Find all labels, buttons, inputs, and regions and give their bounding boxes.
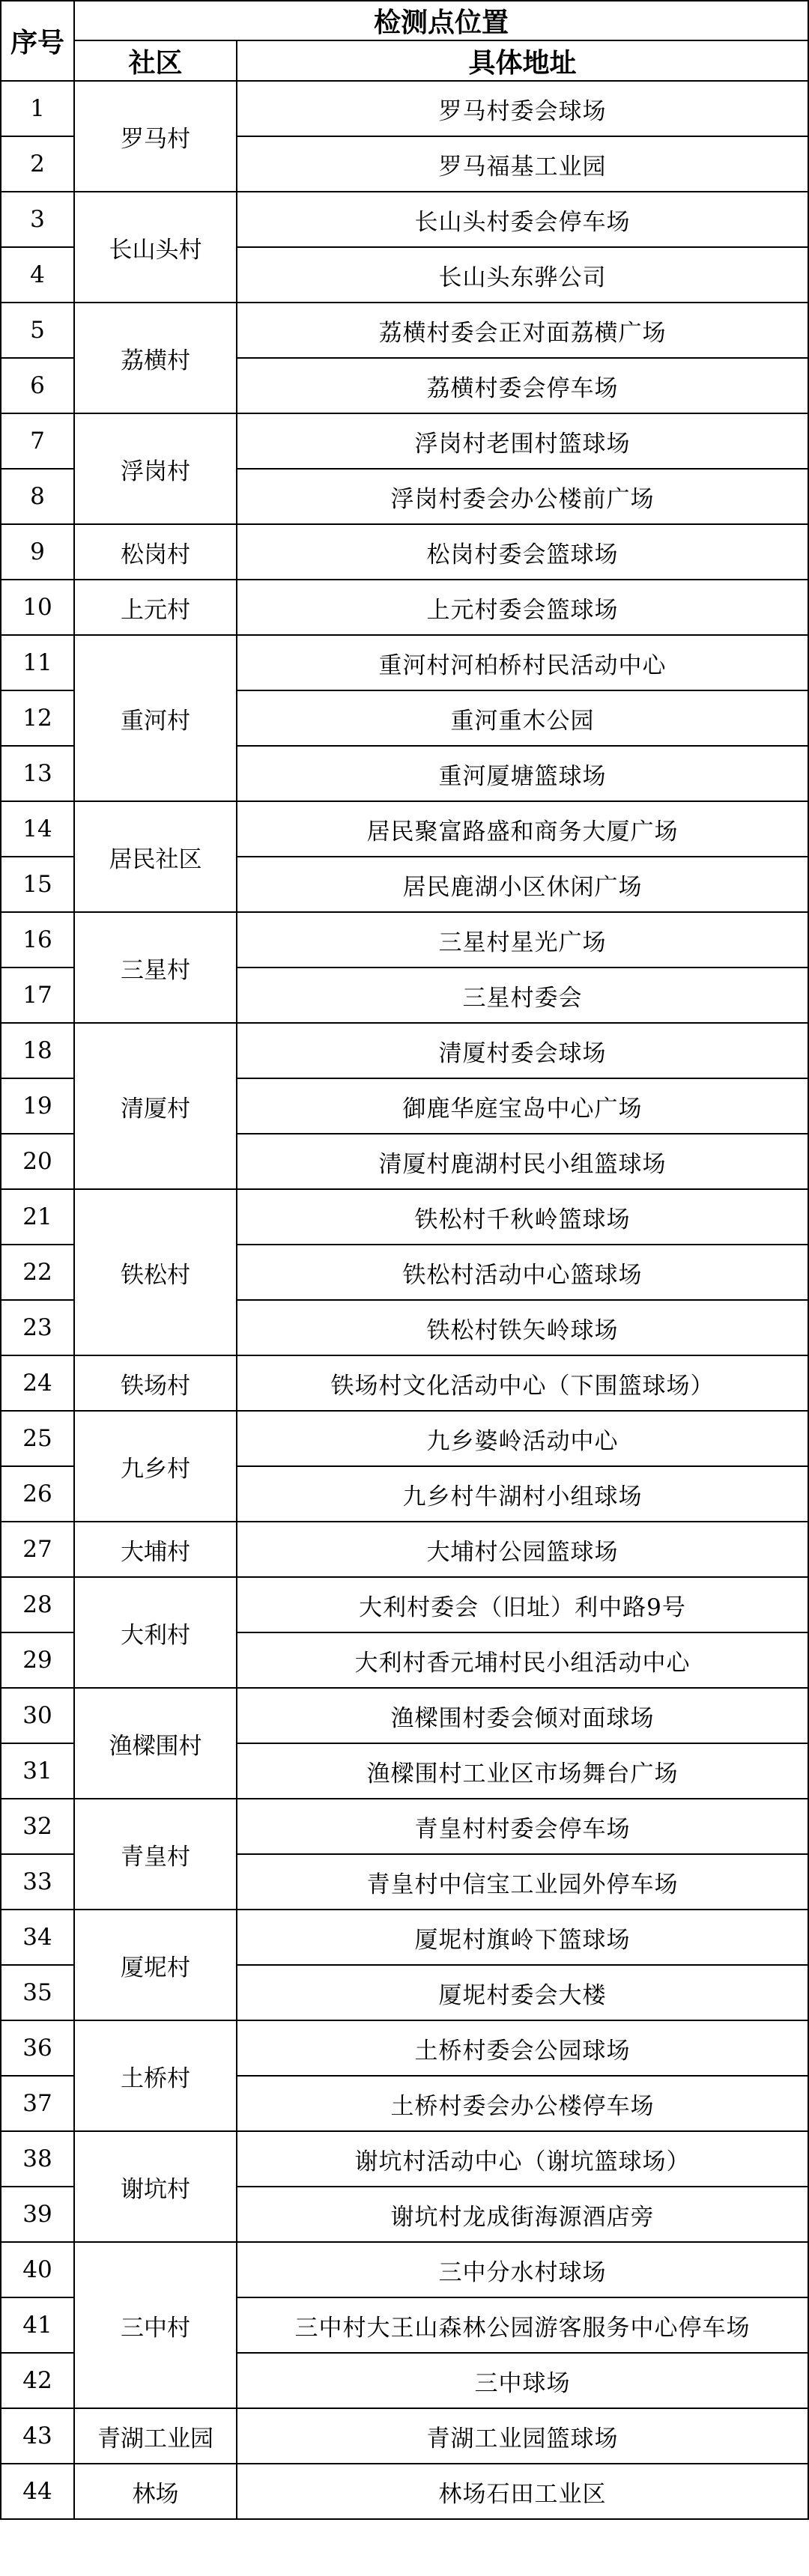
address-cell: 大利村香元埔村民小组活动中心 <box>237 1632 808 1688</box>
row-number: 27 <box>1 1522 74 1577</box>
address-cell: 土桥村委会办公楼停车场 <box>237 2076 808 2131</box>
header-seq: 序号 <box>1 1 74 81</box>
row-number: 24 <box>1 1355 74 1411</box>
table-row <box>1 1411 808 1466</box>
row-number: 7 <box>1 413 74 469</box>
row-number: 32 <box>1 1799 74 1854</box>
address-cell: 三中球场 <box>237 2353 808 2408</box>
community-cell: 松岗村 <box>74 524 237 580</box>
community-cell: 重河村 <box>74 635 237 801</box>
row-number: 2 <box>1 136 74 192</box>
address-cell: 渔樑围村委会倾对面球场 <box>237 1688 808 1743</box>
community-cell: 三中村 <box>74 2242 237 2408</box>
table-row <box>1 1688 808 1743</box>
address-cell: 重河村河柏桥村民活动中心 <box>237 635 808 690</box>
address-cell: 厦坭村委会大楼 <box>237 1965 808 2020</box>
row-number: 5 <box>1 303 74 358</box>
row-number: 4 <box>1 247 74 303</box>
table-row <box>1 801 808 857</box>
address-cell: 大埔村公园篮球场 <box>237 1522 808 1577</box>
row-number: 3 <box>1 192 74 247</box>
address-cell: 重河厦塘篮球场 <box>237 746 808 801</box>
row-number: 23 <box>1 1300 74 1355</box>
row-number: 33 <box>1 1854 74 1910</box>
address-cell: 重河重木公园 <box>237 690 808 746</box>
community-cell: 长山头村 <box>74 192 237 303</box>
row-number: 22 <box>1 1245 74 1300</box>
community-cell: 林场 <box>74 2464 237 2519</box>
address-cell: 罗马福基工业园 <box>237 136 808 192</box>
table-row <box>1 524 808 580</box>
row-number: 43 <box>1 2408 74 2464</box>
address-cell: 上元村委会篮球场 <box>237 580 808 635</box>
address-cell: 居民聚富路盛和商务大厦广场 <box>237 801 808 857</box>
address-cell: 罗马村委会球场 <box>237 81 808 136</box>
row-number: 14 <box>1 801 74 857</box>
address-cell: 厦坭村旗岭下篮球场 <box>237 1910 808 1965</box>
address-cell: 御鹿华庭宝岛中心广场 <box>237 1078 808 1134</box>
row-number: 6 <box>1 358 74 413</box>
address-cell: 荔横村委会正对面荔横广场 <box>237 303 808 358</box>
address-cell: 浮岗村老围村篮球场 <box>237 413 808 469</box>
table-row <box>1 2464 808 2519</box>
header-community: 社区 <box>74 40 237 81</box>
table-row <box>1 1189 808 1245</box>
address-cell: 谢坑村活动中心（谢坑篮球场） <box>237 2131 808 2187</box>
row-number: 35 <box>1 1965 74 2020</box>
row-number: 13 <box>1 746 74 801</box>
address-cell: 九乡婆岭活动中心 <box>237 1411 808 1466</box>
address-cell: 长山头东骅公司 <box>237 247 808 303</box>
row-number: 11 <box>1 635 74 690</box>
address-cell: 铁场村文化活动中心（下围篮球场） <box>237 1355 808 1411</box>
table-row <box>1 635 808 690</box>
address-cell: 大利村委会（旧址）利中路9号 <box>237 1577 808 1632</box>
address-cell: 九乡村牛湖村小组球场 <box>237 1466 808 1522</box>
row-number: 9 <box>1 524 74 580</box>
row-number: 26 <box>1 1466 74 1522</box>
table-row <box>1 1522 808 1577</box>
row-number: 25 <box>1 1411 74 1466</box>
row-number: 15 <box>1 857 74 912</box>
row-number: 30 <box>1 1688 74 1743</box>
community-cell: 青湖工业园 <box>74 2408 237 2464</box>
community-cell: 上元村 <box>74 580 237 635</box>
address-cell: 林场石田工业区 <box>237 2464 808 2519</box>
address-cell: 青皇村村委会停车场 <box>237 1799 808 1854</box>
row-number: 12 <box>1 690 74 746</box>
row-number: 29 <box>1 1632 74 1688</box>
row-number: 20 <box>1 1134 74 1189</box>
community-cell: 大利村 <box>74 1577 237 1688</box>
row-number: 8 <box>1 469 74 524</box>
address-cell: 松岗村委会篮球场 <box>237 524 808 580</box>
community-cell: 厦坭村 <box>74 1910 237 2020</box>
row-number: 38 <box>1 2131 74 2187</box>
table-row <box>1 1577 808 1632</box>
header-address: 具体地址 <box>237 40 808 81</box>
community-cell: 九乡村 <box>74 1411 237 1522</box>
table-row <box>1 2131 808 2187</box>
community-cell: 荔横村 <box>74 303 237 413</box>
row-number: 41 <box>1 2297 74 2353</box>
address-cell: 土桥村委会公园球场 <box>237 2020 808 2076</box>
table-row <box>1 1910 808 1965</box>
row-number: 44 <box>1 2464 74 2519</box>
community-cell: 清厦村 <box>74 1023 237 1189</box>
table-row <box>1 303 808 358</box>
address-cell: 三中分水村球场 <box>237 2242 808 2297</box>
table-row <box>1 1023 808 1078</box>
community-cell: 三星村 <box>74 912 237 1023</box>
community-cell: 铁松村 <box>74 1189 237 1355</box>
row-number: 17 <box>1 967 74 1023</box>
table-row <box>1 2408 808 2464</box>
table-body <box>1 81 808 2519</box>
address-cell: 清厦村委会球场 <box>237 1023 808 1078</box>
row-number: 42 <box>1 2353 74 2408</box>
row-number: 1 <box>1 81 74 136</box>
address-cell: 三星村委会 <box>237 967 808 1023</box>
community-cell: 土桥村 <box>74 2020 237 2131</box>
table-row <box>1 192 808 247</box>
row-number: 19 <box>1 1078 74 1134</box>
community-cell: 渔樑围村 <box>74 1688 237 1799</box>
address-cell: 铁松村千秋岭篮球场 <box>237 1189 808 1245</box>
header-location: 检测点位置 <box>74 1 808 40</box>
address-cell: 居民鹿湖小区休闲广场 <box>237 857 808 912</box>
table-row <box>1 81 808 136</box>
row-number: 28 <box>1 1577 74 1632</box>
community-cell: 铁场村 <box>74 1355 237 1411</box>
address-cell: 渔樑围村工业区市场舞台广场 <box>237 1743 808 1799</box>
table-row <box>1 912 808 967</box>
address-cell: 清厦村鹿湖村民小组篮球场 <box>237 1134 808 1189</box>
community-cell: 大埔村 <box>74 1522 237 1577</box>
community-cell: 谢坑村 <box>74 2131 237 2242</box>
row-number: 40 <box>1 2242 74 2297</box>
table-row <box>1 1355 808 1411</box>
table-row <box>1 1799 808 1854</box>
row-number: 10 <box>1 580 74 635</box>
row-number: 34 <box>1 1910 74 1965</box>
table-row <box>1 413 808 469</box>
address-cell: 青皇村中信宝工业园外停车场 <box>237 1854 808 1910</box>
row-number: 36 <box>1 2020 74 2076</box>
address-cell: 谢坑村龙成街海源酒店旁 <box>237 2187 808 2242</box>
address-cell: 三中村大王山森林公园游客服务中心停车场 <box>237 2297 808 2353</box>
table-row <box>1 2020 808 2076</box>
address-cell: 青湖工业园篮球场 <box>237 2408 808 2464</box>
table-row <box>1 580 808 635</box>
row-number: 31 <box>1 1743 74 1799</box>
row-number: 16 <box>1 912 74 967</box>
address-cell: 铁松村活动中心篮球场 <box>237 1245 808 1300</box>
table-row <box>1 2242 808 2297</box>
address-cell: 长山头村委会停车场 <box>237 192 808 247</box>
community-cell: 青皇村 <box>74 1799 237 1910</box>
row-number: 39 <box>1 2187 74 2242</box>
row-number: 18 <box>1 1023 74 1078</box>
community-cell: 浮岗村 <box>74 413 237 524</box>
row-number: 37 <box>1 2076 74 2131</box>
community-cell: 居民社区 <box>74 801 237 912</box>
address-cell: 荔横村委会停车场 <box>237 358 808 413</box>
address-cell: 铁松村铁矢岭球场 <box>237 1300 808 1355</box>
address-cell: 三星村星光广场 <box>237 912 808 967</box>
row-number: 21 <box>1 1189 74 1245</box>
community-cell: 罗马村 <box>74 81 237 192</box>
address-cell: 浮岗村委会办公楼前广场 <box>237 469 808 524</box>
